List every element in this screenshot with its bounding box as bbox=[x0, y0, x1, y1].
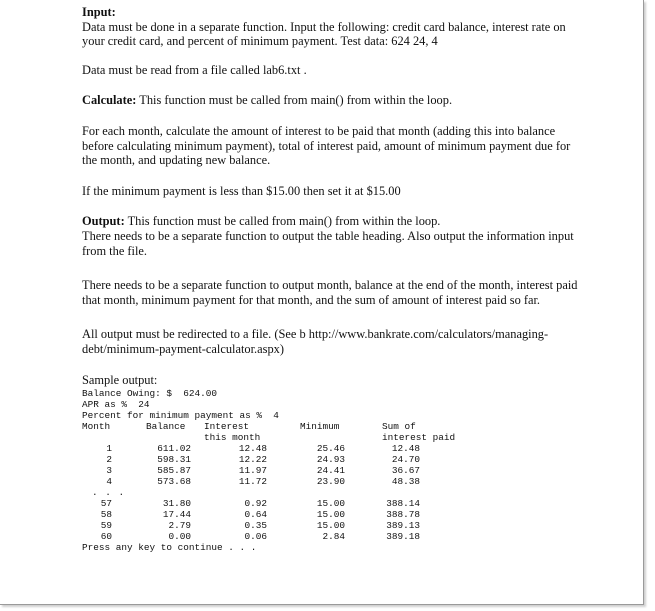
cell-minimum: 15.00 bbox=[316, 509, 345, 520]
apr-line: APR as % 24 bbox=[82, 399, 150, 410]
cell-interest: 0.35 bbox=[244, 520, 267, 531]
table-row bbox=[82, 531, 482, 542]
table-row bbox=[82, 520, 482, 531]
calculate-text: This function must be called from main() from within the loop. bbox=[136, 93, 453, 108]
input-text: Data must be done in a separate function. Input the following: credit card balance, interest rate on your credit card, and percent of minimum payment. Test data: 624 24, 4 bbox=[82, 19, 566, 49]
cell-interest: 12.22 bbox=[238, 454, 267, 465]
table-header-2 bbox=[82, 432, 482, 443]
table-row bbox=[82, 498, 482, 509]
cell-balance: 598.31 bbox=[157, 454, 191, 465]
calculate-section bbox=[82, 93, 582, 108]
sample-label: Sample output: bbox=[82, 373, 158, 387]
cell-minimum: 24.41 bbox=[316, 465, 345, 476]
redirect-note: All output must be redirected to a file. (See b http://www.bankrate.com/calculators/managing-debt/minimum-payment-calculator.aspx) bbox=[82, 327, 549, 356]
minimum-rule: If the minimum payment is less than $15.00 then set it at $15.00 bbox=[82, 183, 401, 198]
output-text-2: There needs to be a separate function to output the table heading. Also output the information input from the file. bbox=[82, 228, 574, 258]
header-interest-2: this month bbox=[204, 432, 261, 443]
header-sum: Sum of bbox=[382, 421, 416, 432]
cell-minimum: 24.93 bbox=[316, 454, 345, 465]
cell-sum: 388.78 bbox=[386, 509, 420, 520]
cell-month: 3 bbox=[106, 465, 112, 476]
cell-minimum: 25.46 bbox=[316, 443, 345, 454]
separate-function-note: There needs to be a separate function to output month, balance at the end of the month, interest paid that month, minimum payment for that month, and the sum of amount of interest paid so far. bbox=[82, 278, 578, 307]
table-row bbox=[82, 465, 482, 476]
header-interest: Interest bbox=[204, 421, 250, 432]
table-row bbox=[82, 476, 482, 487]
assignment-text bbox=[82, 5, 582, 357]
cell-interest: 12.48 bbox=[238, 443, 267, 454]
rows-top bbox=[82, 443, 482, 487]
output-heading: Output: bbox=[82, 214, 125, 229]
cell-month: 2 bbox=[106, 454, 112, 465]
cell-sum: 388.14 bbox=[386, 498, 420, 509]
cell-interest: 11.72 bbox=[238, 476, 267, 487]
input-heading: Input: bbox=[82, 5, 116, 19]
cell-interest: 0.92 bbox=[244, 498, 267, 509]
cell-balance: 573.68 bbox=[157, 476, 191, 487]
rows-bottom bbox=[82, 498, 482, 542]
cell-balance: 585.87 bbox=[157, 465, 191, 476]
cell-month: 60 bbox=[100, 531, 112, 542]
file-note: Data must be read from a file called lab6.txt . bbox=[82, 62, 307, 77]
cell-minimum: 2.84 bbox=[322, 531, 345, 542]
cell-minimum: 23.90 bbox=[316, 476, 345, 487]
cell-month: 57 bbox=[100, 498, 112, 509]
percent-line: Percent for minimum payment as % 4 bbox=[82, 410, 279, 421]
cell-month: 59 bbox=[100, 520, 112, 531]
press-key-line: Press any key to continue . . . bbox=[82, 542, 257, 553]
cell-minimum: 15.00 bbox=[316, 520, 345, 531]
table-row bbox=[82, 454, 482, 465]
cell-sum: 36.67 bbox=[391, 465, 420, 476]
output-section bbox=[82, 214, 582, 258]
calculate-heading: Calculate: bbox=[82, 93, 137, 108]
balance-line: Balance Owing: $ 624.00 bbox=[82, 388, 218, 399]
cell-month: 4 bbox=[106, 476, 112, 487]
cell-balance: 2.79 bbox=[168, 520, 191, 531]
cell-minimum: 15.00 bbox=[316, 498, 345, 509]
cell-balance: 17.44 bbox=[162, 509, 191, 520]
cell-balance: 31.80 bbox=[162, 498, 191, 509]
cell-interest: 11.97 bbox=[238, 465, 267, 476]
table-row bbox=[82, 509, 482, 520]
sample-output bbox=[82, 388, 482, 553]
calculate-details: For each month, calculate the amount of interest to be paid that month (adding this into balance before calculating minimum payment), total of interest paid, amount of minimum payment due for the month, and updating new balance. bbox=[82, 123, 571, 168]
table-header bbox=[82, 421, 482, 432]
table-row bbox=[82, 443, 482, 454]
cell-sum: 24.70 bbox=[391, 454, 420, 465]
cell-balance: 0.00 bbox=[168, 531, 191, 542]
cell-month: 58 bbox=[100, 509, 112, 520]
ellipsis-row bbox=[82, 487, 482, 498]
header-month: Month bbox=[82, 421, 111, 432]
cell-month: 1 bbox=[106, 443, 112, 454]
header-sum-2: interest paid bbox=[382, 432, 456, 443]
cell-interest: 0.64 bbox=[244, 509, 267, 520]
output-text: This function must be called from main() from within the loop. bbox=[124, 214, 441, 229]
header-minimum: Minimum bbox=[300, 421, 340, 432]
input-section bbox=[82, 5, 582, 49]
cell-sum: 389.18 bbox=[386, 531, 420, 542]
cell-sum: 389.13 bbox=[386, 520, 420, 531]
cell-sum: 12.48 bbox=[391, 443, 420, 454]
cell-sum: 48.38 bbox=[391, 476, 420, 487]
cell-interest: 0.06 bbox=[244, 531, 267, 542]
ellipsis: . . . bbox=[92, 487, 126, 498]
header-balance: Balance bbox=[146, 421, 186, 432]
cell-balance: 611.02 bbox=[157, 443, 191, 454]
